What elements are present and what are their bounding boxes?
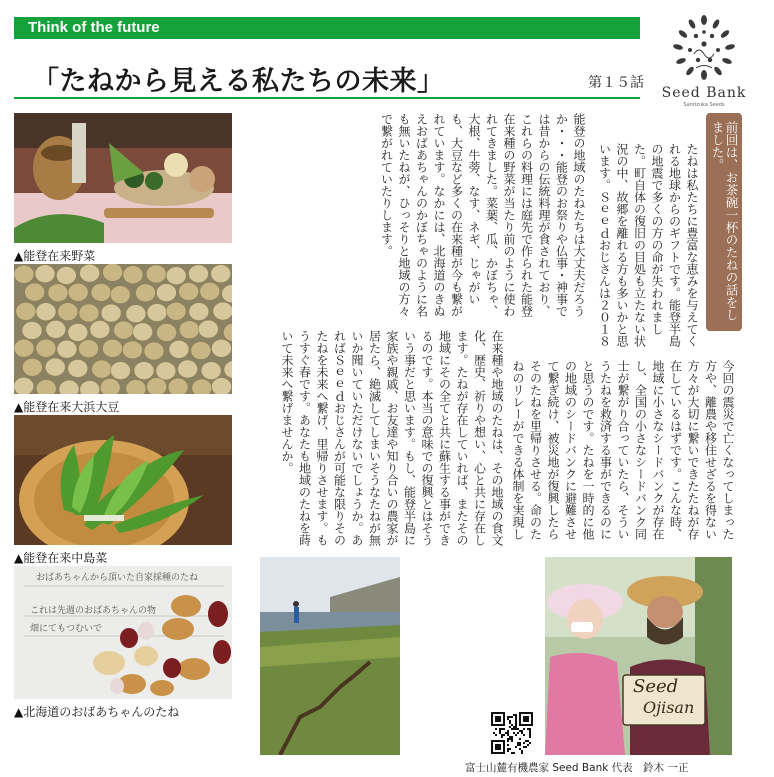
photo-earthquake-field — [260, 557, 400, 755]
title-rule — [14, 97, 640, 99]
logo-subtitle: Sanrizuka Seeds — [683, 102, 725, 108]
photo-seed-ojisan — [545, 557, 732, 755]
sign-line-1: Seed — [633, 676, 679, 697]
lead-box — [706, 113, 742, 331]
logo-name: Seed Bank — [661, 85, 747, 101]
qr-code-icon[interactable] — [491, 712, 533, 754]
header-band-label: Think of the future — [28, 19, 160, 36]
caption-soybeans: ▲能登在来大浜大豆 — [14, 400, 120, 414]
episode-number: 第１５話 — [588, 75, 644, 91]
field-image-icon — [260, 557, 400, 755]
author-credit: 富士山麓有機農家 Seed Bank 代表 鈴木 一正 — [465, 762, 689, 774]
farmer-image-icon — [545, 557, 732, 755]
article-column-3: 今回の震災で亡くなってしまった方や、離農や移住せざるを得ない方々が大切に繋いできたたねが存在しているはずです。こんな時、地域に小さなシードバンクが存在し、全国の小さなシードバンク同士が繋がり合っていたら、そういうたねを救済する事ができるのにと思うのです。たねを一時的に他の地域のシードバンクに避難させて繋ぎ続け、被災地が復興したらそのたねを里帰りさせる。命のたねのリレーができる体制を実現し — [511, 360, 735, 540]
photo-noto-soybeans — [14, 264, 232, 394]
greens-image-icon — [14, 415, 232, 545]
caption-hokkaido: ▲北海道のおばあちゃんのたね — [14, 705, 180, 719]
photo-nakajima-greens — [14, 415, 232, 545]
article-column-1: たねは私たちに豊富な恵みを与えてくれる地球からのギフトです。能登半島の地震で多くの方の命が失われました。町自体の復旧の目処も立たない状況の中、故郷を離れる方も多いかと思います。Ｓｅｅｄおじさんは２０１８ — [597, 143, 699, 347]
photo-noto-vegetables — [14, 113, 232, 243]
note-line-1: これは先週のおばあちゃんの物 — [30, 606, 157, 616]
caption-nakajima: ▲能登在来中島菜 — [14, 551, 108, 565]
sign-line-2: Ojisan — [643, 698, 695, 717]
soybeans-image-icon — [14, 264, 232, 394]
note-line-2: 畑にてもつむいで — [30, 624, 103, 634]
lead-text: 前回は、お茶碗一杯のたねの話をしました。 — [710, 121, 739, 321]
header-band — [14, 17, 640, 39]
photo-hokkaido-seeds — [14, 566, 232, 699]
caption-vegetables: ▲能登在来野菜 — [14, 249, 96, 263]
article-column-2: 能登の地域のたねたちは大丈夫だろうか・・・能登のお祭りや仏事・神事では昔からの伝統料理が食されており、これらの料理には庭先で作られた能登在来種の野菜が当たり前のように使われてきました。菜葉、瓜、かぼちゃ、大根、牛蒡、なす、ネギ、じゃがいも、大豆など多くの在来種が今も繋がれています。なかには、北海道のきぬえおばあちゃんのかぼちゃのように名も無いたねが、ひっそりと地域の方々で繋がれていたりします。 — [379, 113, 586, 317]
vegetables-image-icon — [14, 113, 232, 243]
article-title: 「たねから見える私たちの未来」 — [32, 66, 445, 97]
seeds-image-icon — [14, 566, 232, 699]
article-column-4: 在来種や地域のたねは、その地域の食文化、歴史、祈りや想い、心と共に存在します。たねが存在していれば、またその地域にその全てと共に蘇生する事ができるのです。本当の意味での復興とはそういう事だと思います。もし、能登半島に家族や親戚、お友達や知り合いの農家が居たら、絶滅してしまいそうなたねが無いか聞いていただけないでしょうか。あればＳｅｅｄおじさんが可能な限りそのたねを未来へ繋げ、里帰りさせます。もうすぐ春です。あなたも地域のたねを蒔いて未来へ繋げませんか。 — [280, 330, 504, 546]
note-heading: おばあちゃんから頂いた自家採種のたね — [36, 573, 199, 583]
